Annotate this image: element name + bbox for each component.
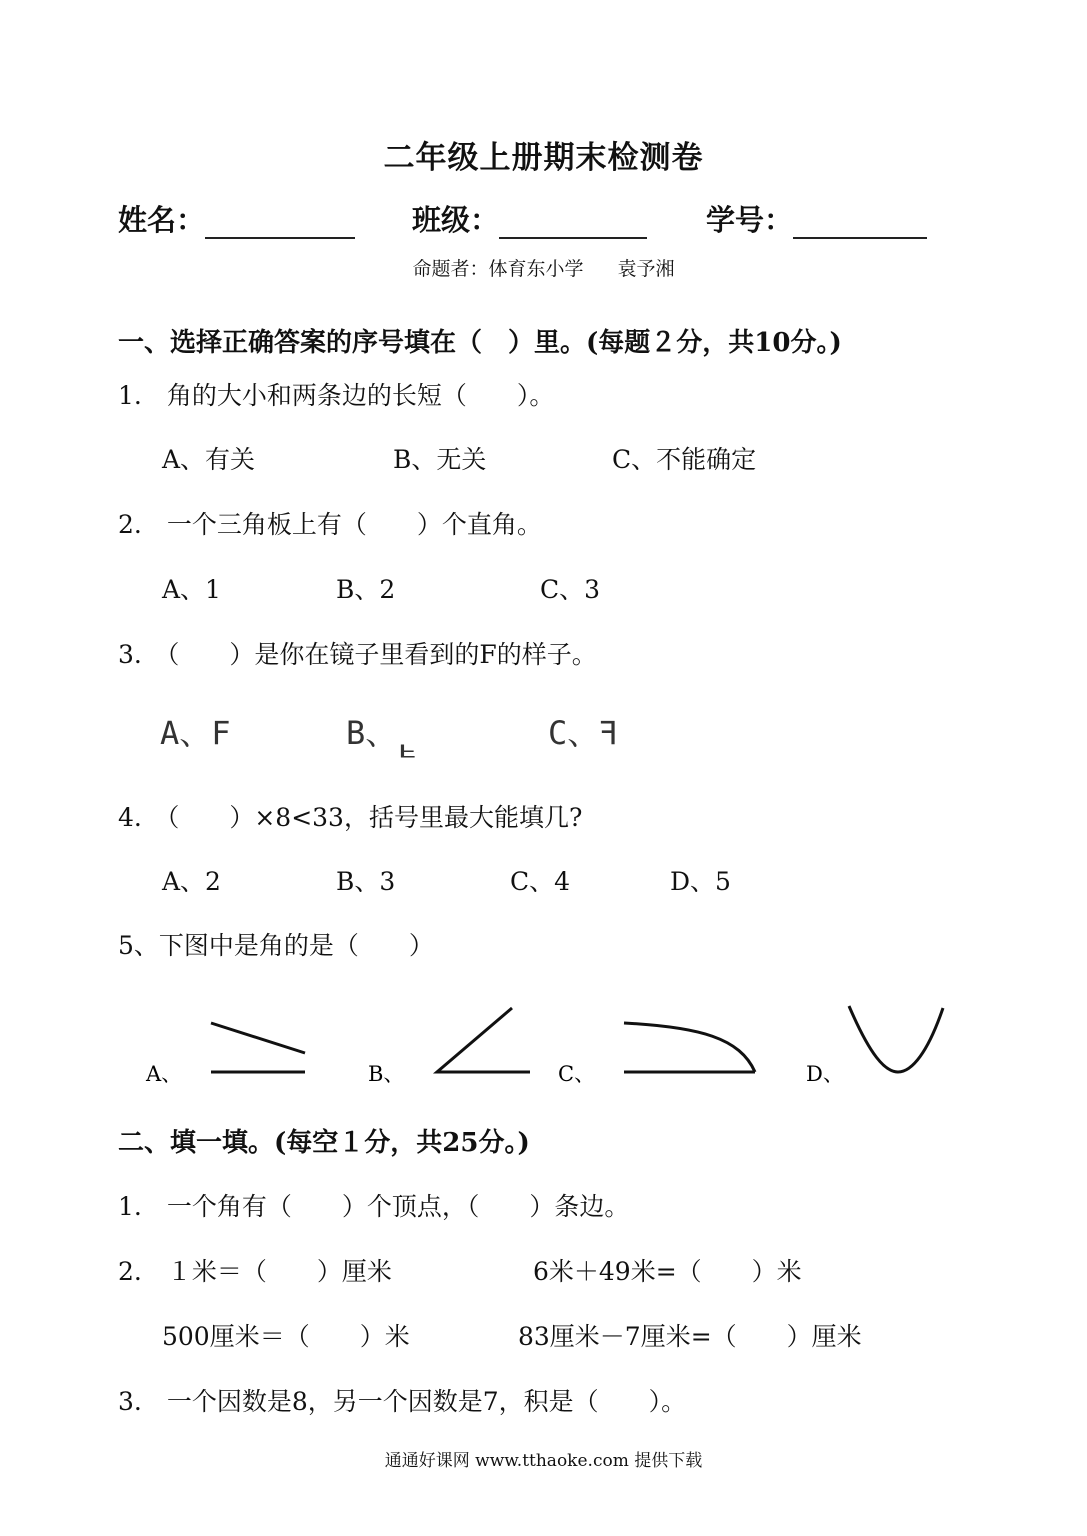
q1-3-option-b-glyph: F [397, 740, 417, 762]
class-blank[interactable] [499, 203, 647, 239]
angle-figures [0, 990, 1087, 1100]
question-2-1: 1. 一个角有（ ）个顶点，（ ）条边。 [118, 1192, 630, 1221]
q1-5-option-a-label: A、 [146, 1062, 183, 1086]
q1-5-option-d[interactable] [806, 1006, 943, 1086]
q1-4-option-a[interactable]: A、2 [162, 867, 221, 896]
id-field-group [706, 198, 927, 239]
question-2-2a: 2. １米＝（ ）厘米 [118, 1257, 392, 1286]
question-1-2: 2. 一个三角板上有（ ）个直角。 [118, 510, 542, 539]
name-blank[interactable] [205, 203, 355, 239]
q1-5-option-c[interactable] [558, 1023, 755, 1086]
q1-3-option-a-glyph: F [211, 714, 231, 752]
figure-a-upper-line [211, 1023, 305, 1053]
q1-3-option-c[interactable] [548, 708, 619, 754]
id-label: 学号： [706, 203, 794, 237]
class-label: 班级： [412, 203, 500, 237]
figure-b-angle [437, 1008, 530, 1072]
footer-source: 通通好课网 www.tthaoke.com 提供下载 [384, 1451, 703, 1471]
q1-3-option-c-label: C、 [548, 714, 600, 752]
figure-c-curve [624, 1023, 755, 1072]
name-label: 姓名： [118, 203, 206, 237]
q1-3-option-c-glyph: F [599, 714, 619, 752]
section1-heading: 一、选择正确答案的序号填在（ ）里。(每题２分，共10分。) [118, 328, 842, 358]
q1-1-option-a[interactable]: A、有关 [162, 445, 256, 474]
author-name: 袁予湘 [617, 258, 675, 280]
name-field-group [118, 198, 355, 239]
q1-5-option-d-label: D、 [806, 1062, 844, 1086]
q1-2-option-c[interactable]: C、3 [540, 575, 601, 604]
q1-3-option-b[interactable] [346, 708, 417, 762]
id-blank[interactable] [793, 203, 927, 239]
q1-1-option-c[interactable]: C、不能确定 [612, 445, 757, 474]
q1-2-option-a[interactable]: A、1 [162, 575, 221, 604]
question-2-2b: 6米＋49米=（ ）米 [533, 1257, 802, 1286]
q1-5-option-b[interactable] [368, 1008, 530, 1086]
class-field-group [412, 198, 647, 239]
question-1-4: 4. （ ）×8<33，括号里最大能填几? [118, 803, 583, 832]
author-line [0, 254, 1087, 281]
figure-d-curve [849, 1006, 943, 1072]
question-1-5: 5、下图中是角的是（ ） [118, 931, 434, 960]
question-2-3: 3. 一个因数是8，另一个因数是7，积是（ ）。 [118, 1387, 687, 1416]
question-2-2c: 500厘米＝（ ）米 [162, 1322, 410, 1351]
section2-heading: 二、填一填。(每空１分，共25分。) [118, 1128, 530, 1158]
question-1-3: 3. （ ）是你在镜子里看到的F的样子。 [118, 640, 597, 669]
q1-5-option-a[interactable] [145, 1023, 305, 1086]
q1-3-option-b-label: B、 [346, 714, 398, 752]
q1-1-option-b[interactable]: B、无关 [393, 445, 487, 474]
author-label: 命题者：体育东小学 [412, 258, 584, 280]
question-1-1: 1. 角的大小和两条边的长短（ ）。 [118, 381, 555, 410]
question-2-2d: 83厘米－7厘米=（ ）厘米 [518, 1322, 862, 1351]
page-title: 二年级上册期末检测卷 [383, 140, 704, 176]
q1-3-option-a-label: A、 [160, 714, 212, 752]
q1-5-option-c-label: C、 [558, 1062, 596, 1086]
q1-2-option-b[interactable]: B、2 [336, 575, 396, 604]
q1-4-option-c[interactable]: C、4 [510, 867, 571, 896]
q1-4-option-b[interactable]: B、3 [336, 867, 396, 896]
q1-3-option-a[interactable] [160, 708, 231, 754]
q1-5-option-b-label: B、 [368, 1062, 405, 1086]
q1-4-option-d[interactable]: D、5 [670, 867, 731, 896]
